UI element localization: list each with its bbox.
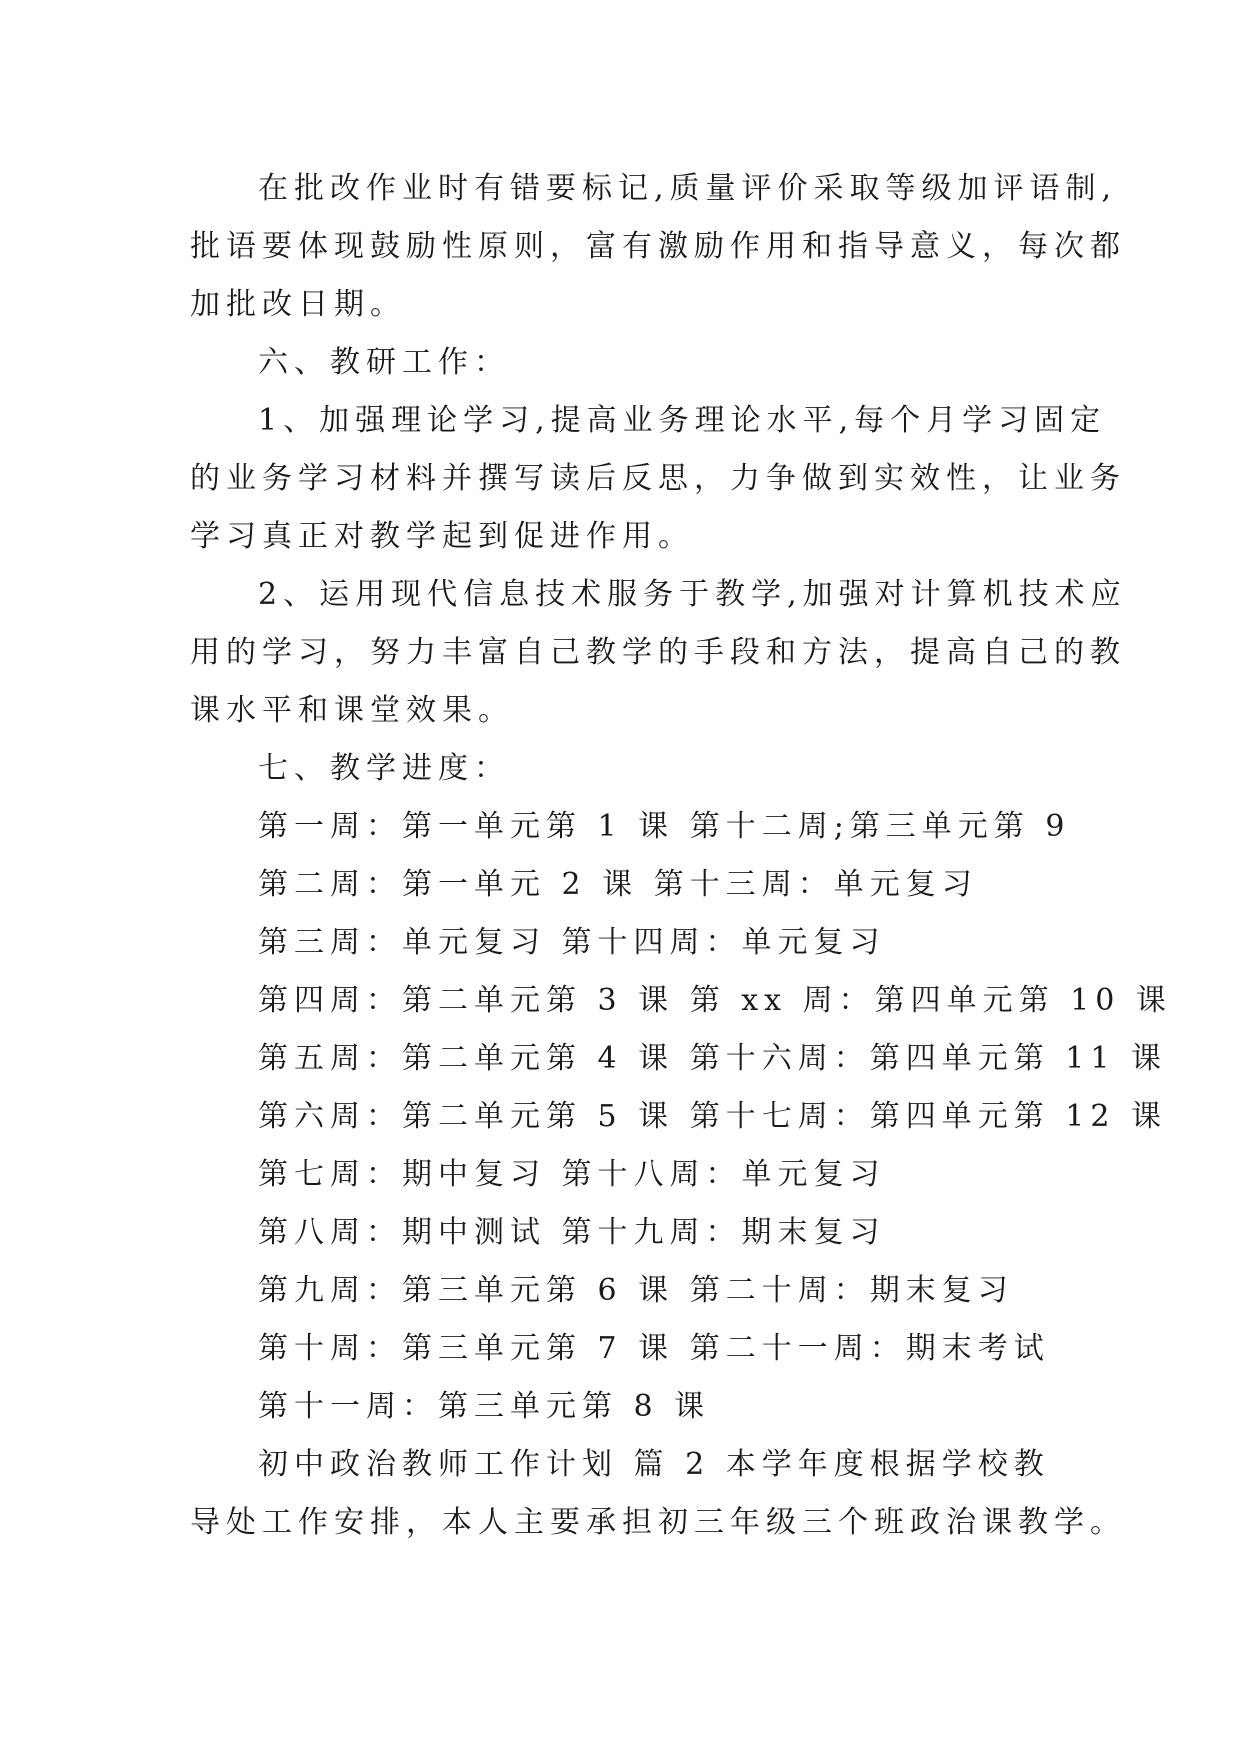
schedule-line: 第九周：第三单元第 6 课 第二十周：期末复习 [258, 1273, 1014, 1308]
schedule-line: 第十一周：第三单元第 8 课 [258, 1389, 711, 1424]
document-body [190, 160, 1172, 1552]
schedule-line: 第五周：第二单元第 4 课 第十六周：第四单元第 11 课 [258, 1041, 1167, 1076]
schedule-line: 第四周：第二单元第 3 课 第 xx 周：第四单元第 10 课 [258, 983, 1172, 1018]
paragraph-line: 学习真正对教学起到促进作用。 [190, 519, 694, 554]
paragraph-line: 在批改作业时有错要标记,质量评价采取等级加评语制, [258, 171, 1118, 206]
schedule-line: 第十周：第三单元第 7 课 第二十一周：期末考试 [258, 1331, 1050, 1366]
paragraph-line: 2、运用现代信息技术服务于教学,加强对计算机技术应 [258, 577, 1127, 612]
section-heading: 六、教研工作： [258, 345, 510, 380]
schedule-line: 第六周：第二单元第 5 课 第十七周：第四单元第 12 课 [258, 1099, 1167, 1134]
schedule-line: 第八周：期中测试 第十九周：期末复习 [258, 1215, 886, 1250]
paragraph-line: 导处工作安排，本人主要承担初三年级三个班政治课教学。 [190, 1505, 1126, 1540]
paragraph-line: 初中政治教师工作计划 篇 2 本学年度根据学校教 [258, 1447, 1050, 1482]
paragraph-line: 用的学习，努力丰富自己教学的手段和方法，提高自己的教 [190, 635, 1126, 670]
paragraph-line: 的业务学习材料并撰写读后反思，力争做到实效性，让业务 [190, 461, 1126, 496]
paragraph-line: 加批改日期。 [190, 287, 406, 322]
paragraph-line: 1、加强理论学习,提高业务理论水平,每个月学习固定 [258, 403, 1107, 438]
section-heading: 七、教学进度： [258, 751, 510, 786]
paragraph-line: 批语要体现鼓励性原则，富有激励作用和指导意义，每次都 [190, 229, 1126, 264]
schedule-line: 第三周：单元复习 第十四周：单元复习 [258, 925, 886, 960]
schedule-line: 第七周：期中复习 第十八周：单元复习 [258, 1157, 886, 1192]
paragraph-line: 课水平和课堂效果。 [190, 693, 514, 728]
schedule-line: 第二周：第一单元 2 课 第十三周：单元复习 [258, 867, 978, 902]
schedule-line: 第一周：第一单元第 1 课 第十二周;第三单元第 9 [258, 809, 1071, 844]
